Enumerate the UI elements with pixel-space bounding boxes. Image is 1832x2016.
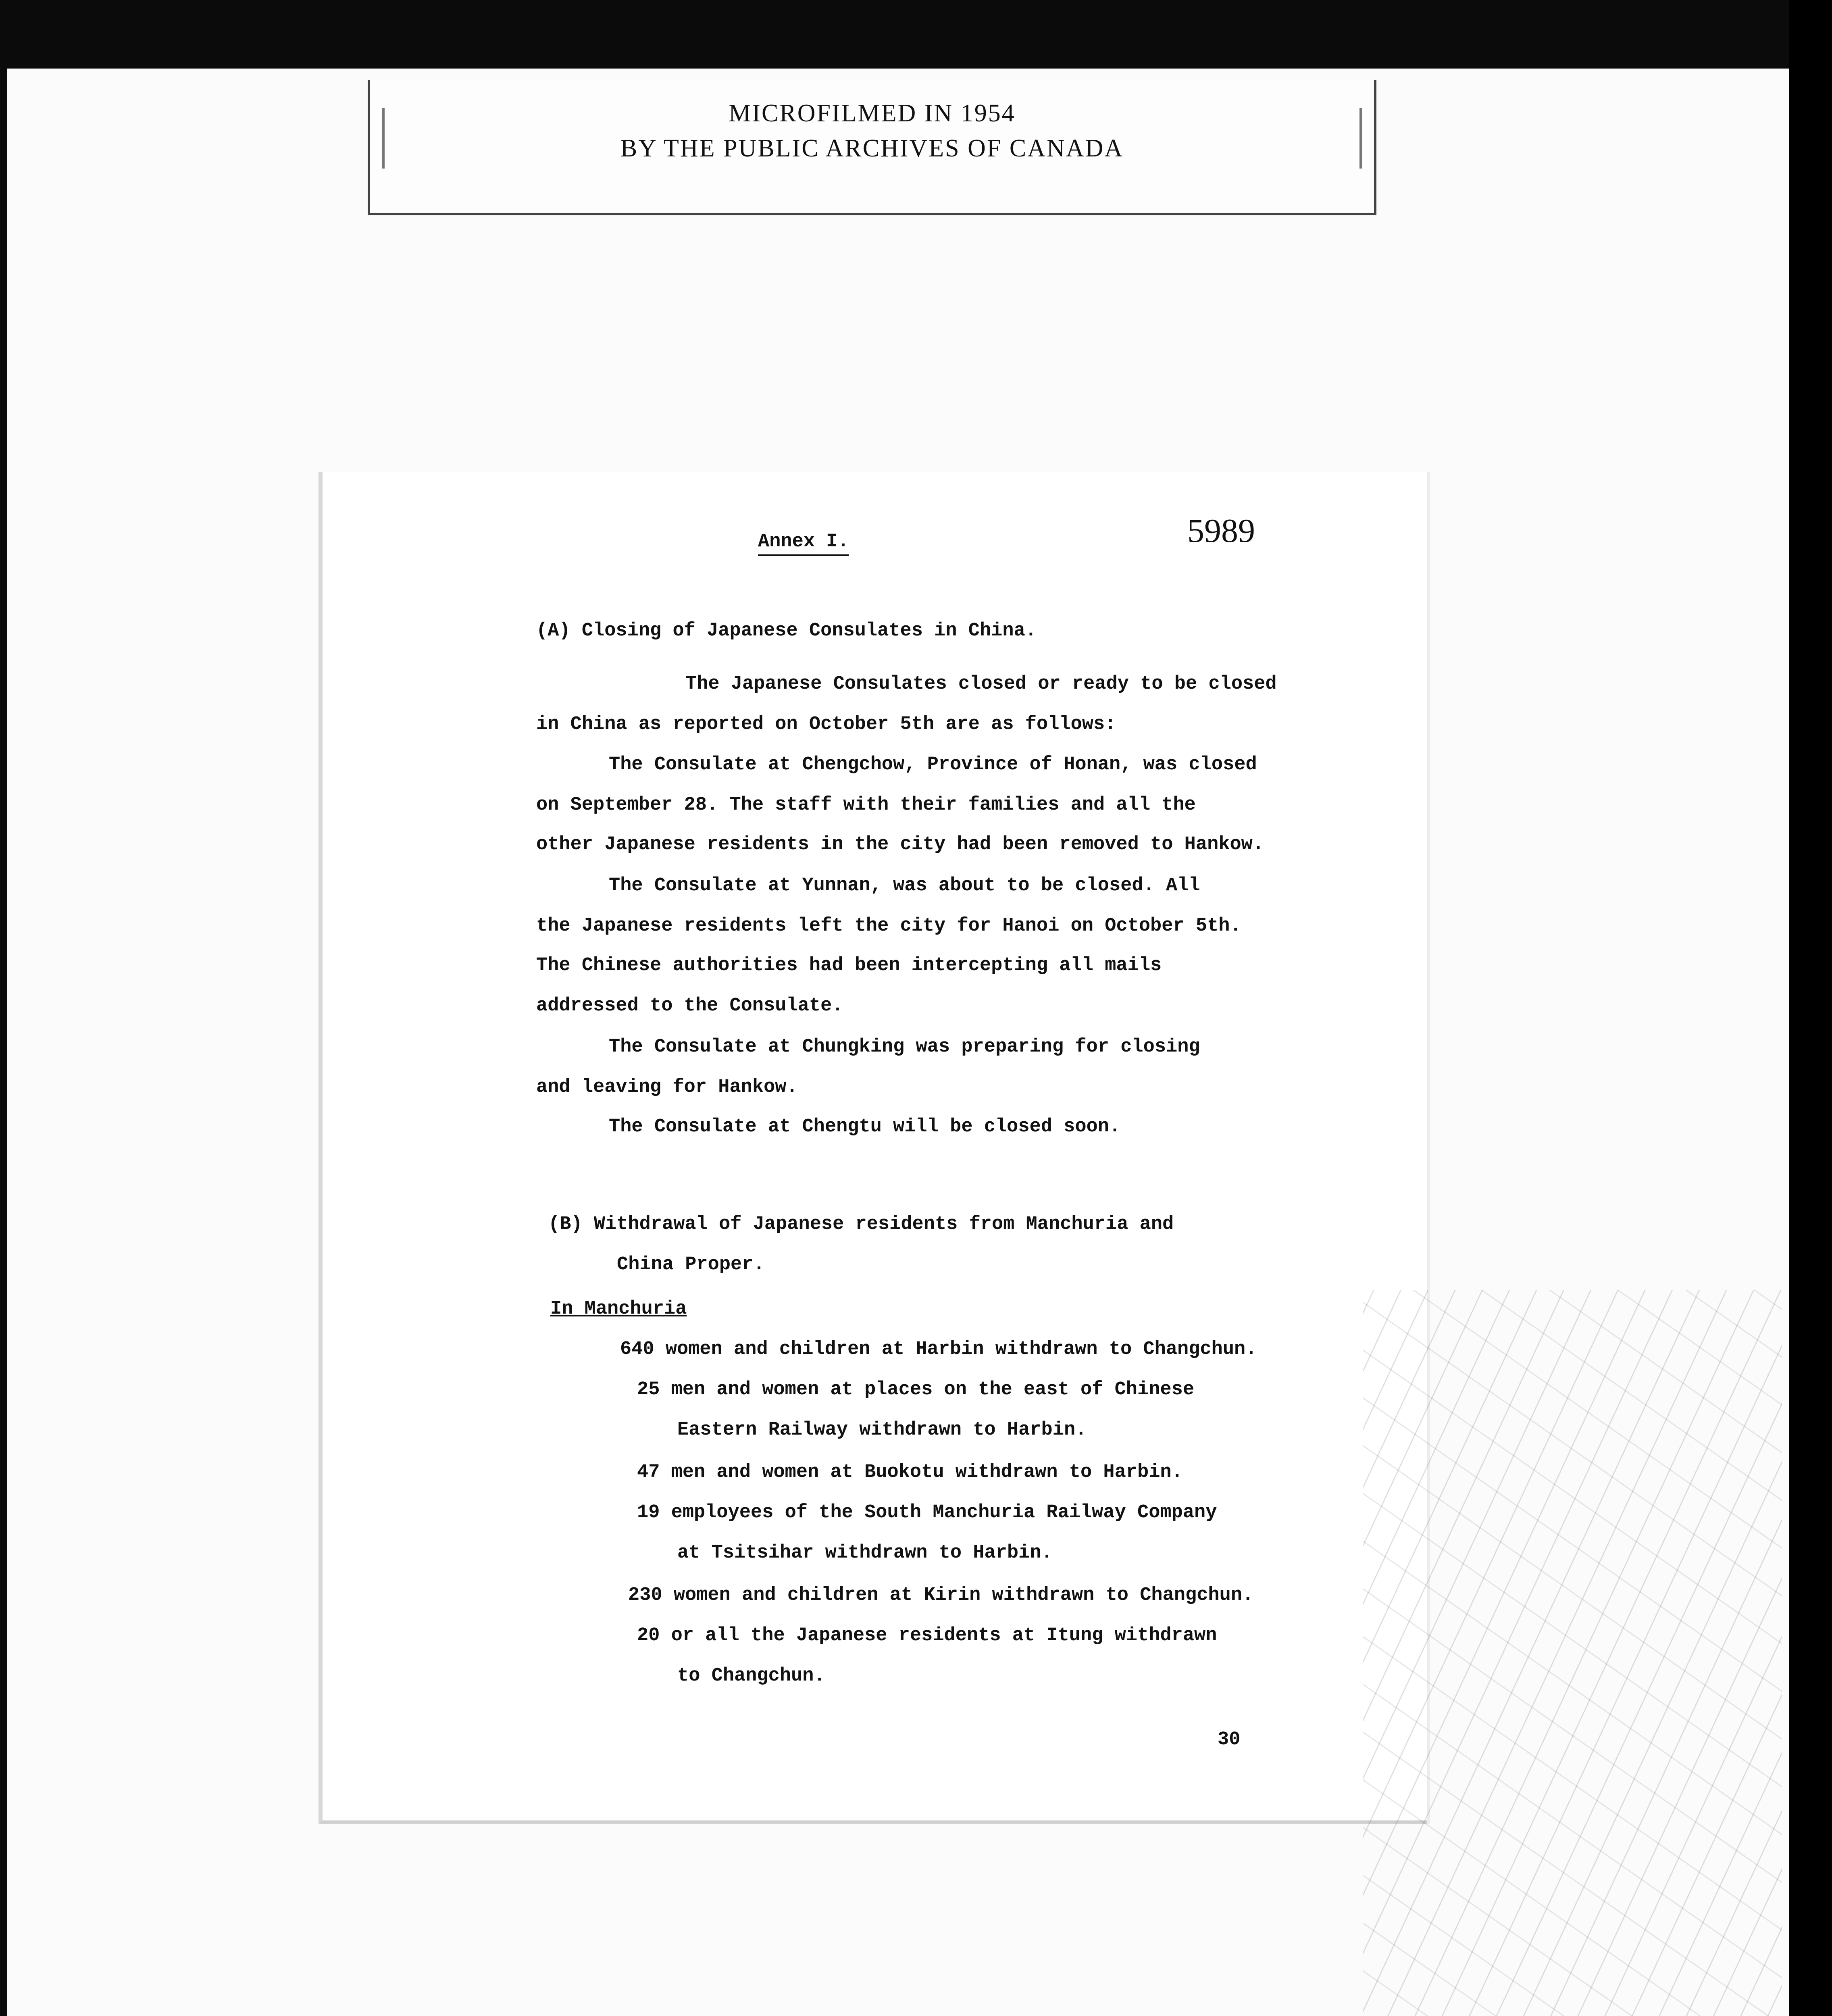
text-line: on September 28. The staff with their families and all the [536, 794, 1196, 816]
list-item-continuation: Eastern Railway withdrawn to Harbin. [677, 1419, 1087, 1441]
text-line: other Japanese residents in the city had been removed to Hankow. [536, 834, 1264, 855]
list-item: 47 men and women at Buokotu withdrawn to Harbin. [637, 1462, 1183, 1483]
list-item-continuation: to Changchun. [677, 1665, 825, 1687]
list-item: 230 women and children at Kirin withdrawn to Changchun. [628, 1585, 1254, 1606]
text-line: The Consulate at Yunnan, was about to be closed. All [609, 875, 1200, 896]
subheading-in-manchuria: In Manchuria [550, 1298, 687, 1320]
text-line: the Japanese residents left the city for Hanoi on October 5th. [536, 915, 1241, 937]
text-line: The Japanese Consulates closed or ready to be closed [685, 673, 1277, 695]
page-number: 5989 [1187, 512, 1255, 550]
folio-number: 30 [1218, 1729, 1241, 1750]
list-item: 640 women and children at Harbin withdrawn to Changchun. [620, 1339, 1257, 1360]
text-line: addressed to the Consulate. [536, 995, 843, 1016]
text-line: The Consulate at Chungking was preparing for closing [609, 1036, 1200, 1058]
list-item: 25 men and women at places on the east of Chinese [637, 1379, 1195, 1400]
film-scratch-texture [1363, 1290, 1782, 2016]
list-item-continuation: at Tsitsihar withdrawn to Harbin. [677, 1542, 1053, 1564]
section-a-heading: (A) Closing of Japanese Consulates in China. [536, 620, 1037, 641]
film-edge [1789, 0, 1832, 2016]
text-line: and leaving for Hankow. [536, 1077, 798, 1098]
microfilm-header [368, 80, 1376, 215]
annex-heading: Annex I. [758, 531, 849, 552]
microfilm-header-line-1: MICROFILMED IN 1954 [729, 100, 1016, 127]
text-line: in China as reported on October 5th are as follows: [536, 714, 1116, 735]
list-item: 19 employees of the South Manchuria Railway Company [637, 1502, 1217, 1523]
section-b-heading: (B) Withdrawal of Japanese residents from Manchuria and [548, 1214, 1174, 1235]
text-line: The Consulate at Chengchow, Province of Honan, was closed [609, 754, 1257, 775]
text-line: The Chinese authorities had been intercepting all mails [536, 955, 1162, 976]
text-line: China Proper. [617, 1254, 765, 1275]
typed-document-page [319, 472, 1427, 1824]
list-item: 20 or all the Japanese residents at Itung withdrawn [637, 1625, 1217, 1646]
text-line: The Consulate at Chengtu will be closed soon. [609, 1116, 1121, 1137]
microfilm-header-line-2: BY THE PUBLIC ARCHIVES OF CANADA [620, 135, 1124, 162]
